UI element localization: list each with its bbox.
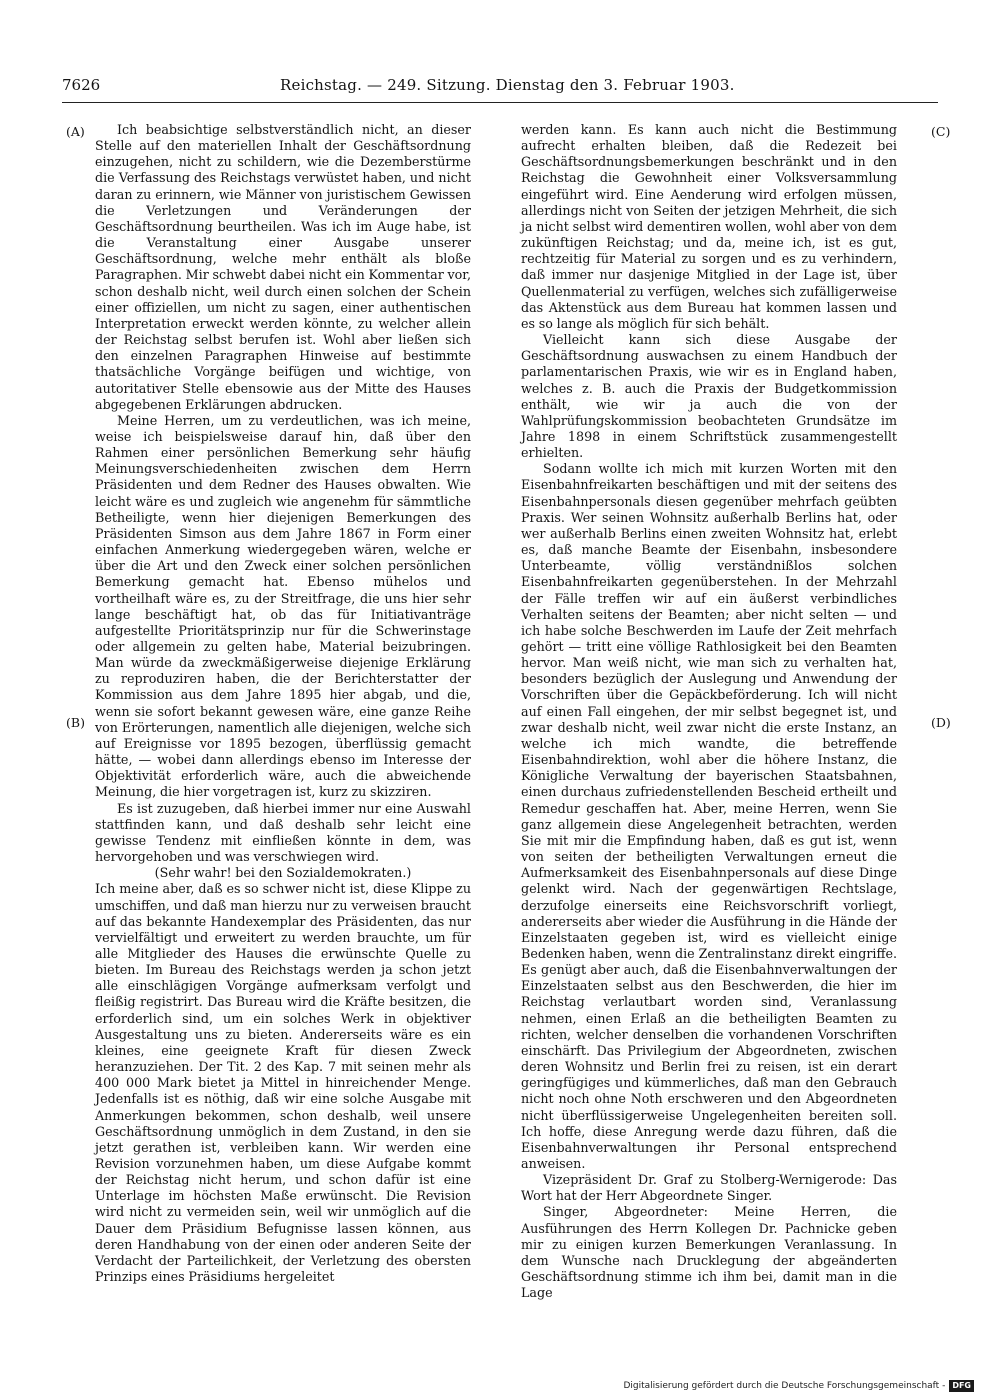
right-column — [521, 122, 897, 1301]
paragraph: Ich meine aber, daß es so schwer nicht ist, diese Klippe zu umschiffen, und daß man hierzu nur zu verweisen braucht auf das bekannte Handexemplar des Präsidenten, das nur vervielfältigt und erweitert zu werden brauchte, um für alle Mitglieder des Hauses die erwünschte Quelle zu bieten. Im Bureau des Reichstags werden ja schon jetzt alle einschlägigen Vorgänge aufmerksam verfolgt und fleißig registrirt. Das Bureau wird die Kräfte besitzen, die erforderlich sind, um ein solches Werk in objektiver Ausgestaltung uns zu bieten. Andererseits wäre es ein kleines, eine geeignete Kraft für diesen Zweck heranzuziehen. Der Tit. 2 des Kap. 7 mit seinen mehr als 400 000 Mark bietet ja Mittel in hinreichender Menge. Jedenfalls ist es nöthig, daß wir eine solche Ausgabe mit Anmerkungen bekommen, schon deshalb, weil unsere Geschäftsordnung unmöglich in dem Zustand, in den sie jetzt gerathen ist, verbleiben kann. Wir werden eine Revision vorzunehmen haben, um diese Aufgabe kommt der Reichstag nicht herum, und schon dafür ist eine Unterlage im höchsten Maße erwünscht. Die Revision wird nicht zu vermeiden sein, weil wir unmöglich auf die Dauer dem Präsidium Befugnisse lassen können, aus deren Handhabung von der einen oder anderen Seite der Verdacht der Parteilichkeit, der Verletzung des obersten Prinzips eines Präsidiums hergeleitet — [95, 881, 471, 1285]
paragraph: Vielleicht kann sich diese Ausgabe der Geschäftsordnung auswachsen zu einem Handbuch der parlamentarischen Praxis, wie wir es in England haben, welches z. B. auch die Praxis der Budgetkommission enthält, wie wir ja auch die von der Wahlprüfungskommission beobachteten Grundsätze im Jahre 1898 in einem Schriftstück zusammengestellt erhielten. — [521, 332, 897, 461]
paragraph: Sodann wollte ich mich mit kurzen Worten mit den Eisenbahnfreikarten beschäftigen und mit der seitens des Eisenbahnpersonals diesen gegenüber mehrfach geübten Praxis. Wer seinen Wohnsitz außerhalb Berlins hat, oder wer außerhalb Berlins einen zweiten Wohnsitz hat, erlebt es, daß manche Beamte der Eisenbahn, insbesondere Unterbeamte, völlig verständnißlos solchen Eisenbahnfreikarten gegenüberstehen. In der Mehrzahl der Fälle treffen wir auf ein äußerst verbindliches Verhalten seitens der Beamten; aber nicht selten — und ich habe solche Beschwerden im Laufe der Zeit mehrfach gehört — tritt eine völlige Rathlosigkeit bei den Beamten hervor. Man weiß nicht, wie man sich zu verhalten hat, besonders bezüglich der Auslegung und Anwendung der Vorschriften über die Gepäckbeförderung. Ich will nicht auf einen Fall eingehen, der mir selbst begegnet ist, und zwar deshalb nicht, weil zwar nicht die erste Instanz, an welche ich mich wandte, die betreffende Eisenbahndirektion, wohl aber die höhere Instanz, die Königliche Verwaltung der bayerischen Staatsbahnen, einen durchaus zufriedenstellenden Bescheid ertheilt und Remedur geschaffen hat. Aber, meine Herren, wenn Sie ganz allgemein diese Angelegenheit betrachten, werden Sie mit mir die Empfindung haben, daß es gut ist, wenn von seiten der betheiligten Verwaltungen erneut die Aufmerksamkeit des Eisenbahnpersonals auf diese Dinge gelenkt wird. Nach der gegenwärtigen Rechtslage, derzufolge einerseits eine Reichsvorschrift vorliegt, andererseits aber wieder die Ausführung in die Hände der Einzelstaaten gegeben ist, wird es vielleicht einige Bedenken haben, wenn die Zentralinstanz direkt eingriffe. Es genügt aber auch, daß die Eisenbahnverwaltungen der Einzelstaaten selbst aus den Beschwerden, die hier im Reichstag verlautbart worden sind, Veranlassung nehmen, einen Erlaß an die betheiligten Beamten zu richten, welcher denselben die vorhandenen Vorschriften einschärft. Das Privilegium der Abgeordneten, zwischen deren Wohnsitz und Berlin frei zu reisen, ist ein derart geringfügiges und kümmerliches, daß man den Gebrauch nicht noch ohne Noth erschweren und den Abgeordneten nicht überflüssigerweise Ungelegenheiten bereiten soll. Ich hoffe, diese Anregung werde dazu führen, daß die Eisenbahnverwaltungen ihr Personal entsprechend anweisen. — [521, 461, 897, 1171]
footer-credit — [623, 1379, 974, 1393]
paragraph: werden kann. Es kann auch nicht die Bestimmung aufrecht erhalten bleiben, daß die Redezeit bei Geschäftsordnungsbemerkungen beschränkt und in den Reichstag die Gewohnheit einer Volksversammlung eingeführt wird. Eine Aenderung wird erfolgen müssen, allerdings nicht von Seiten der jetzigen Mehrheit, die sich ja nicht selbst wird dementiren wollen, wohl aber von dem zukünftigen Reichstag; und da, meine ich, ist es gut, rechtzeitig für Material zu sorgen und es zu verhindern, daß immer nur dasjenige Mitglied in der Lage ist, über Quellenmaterial zu verfügen, welches sich zufälligerweise das Aktenstück aus dem Bureau hat kommen lassen und es so lange als möglich für sich behält. — [521, 122, 897, 331]
left-column — [95, 122, 471, 1285]
margin-marker-b: (B) — [66, 715, 85, 730]
margin-marker-c: (C) — [931, 124, 951, 139]
footer-credit-text: Digitalisierung gefördert durch die Deutsche Forschungsgemeinschaft - — [623, 1381, 946, 1391]
margin-marker-d: (D) — [931, 715, 951, 730]
page-title: Reichstag. — 249. Sitzung. Dienstag den 3. Februar 1903. — [280, 76, 735, 94]
dfg-logo: DFG — [949, 1380, 974, 1392]
page-number: 7626 — [62, 76, 101, 94]
paragraph: Ich beabsichtige selbstverständlich nicht, an dieser Stelle auf den materiellen Inhalt der Geschäftsordnung einzugehen, nicht zu schildern, wie die Dezemberstürme die Verfassung des Reichstags verwüstet haben, und nicht daran zu erinnern, wie Männer von juristischem Gewissen die Verletzungen und Veränderungen der Geschäftsordnung beurtheilen. Was ich im Auge habe, ist die Veranstaltung einer Ausgabe unserer Geschäftsordnung, welche mehr enthält als bloße Paragraphen. Mir schwebt dabei nicht ein Kommentar vor, schon deshalb nicht, weil durch einen solchen der Schein einer offiziellen, um nicht zu sagen, einer authentischen Interpretation erweckt werden könnte, zu welcher allein der Reichstag selbst berufen ist. Wohl aber ließen sich den einzelnen Paragraphen Hinweise auf bestimmte thatsächliche Vorgänge beifügen und wichtige, von autoritativer Stelle ebensowie aus der Mitte des Hauses abgegebenen Erklärungen abdrucken. — [95, 122, 472, 412]
paragraph: Es ist zuzugeben, daß hierbei immer nur eine Auswahl stattfinden kann, und daß deshalb sehr leicht eine gewisse Tendenz mit einfließen könnte in dem, was hervorgehoben und was verschwiegen wird. — [95, 800, 471, 865]
speaker-announcement: Vizepräsident Dr. Graf zu Stolberg-Wernigerode: Das Wort hat der Herr Abgeordnete Singer. — [521, 1172, 897, 1204]
paragraph: Meine Herren, um zu verdeutlichen, was ich meine, weise ich beispielsweise darauf hin, daß über den Rahmen einer persönlichen Bemerkung sehr häufig Meinungsverschiedenheiten zwischen dem Herrn Präsidenten und dem Redner des Hauses obwalten. Wie leicht wäre es und zugleich wie angenehm für sämmtliche Betheiligte, wenn hier diejenigen Bemerkungen des Präsidenten Simson aus dem Jahre 1867 in Form einer einfachen Anmerkung wiedergegeben wären, welche er über die Art und den Zweck einer solchen persönlichen Bemerkung gemacht hat. Ebenso mühelos und vortheilhaft wäre es, zu der Streitfrage, die uns hier sehr lange beschäftigt hat, ob das für Initiativanträge aufgestellte Prioritätsprinzip nur für die Schwerinstage oder allgemein zu gelten habe, Material beizubringen. Man würde da zweckmäßigerweise diejenige Erklärung zu reproduziren haben, die der Berichterstatter der Kommission aus dem Jahre 1895 hier abgab, und die, wenn sie sofort bekannt gewesen wäre, eine ganze Reihe von Erörterungen, namentlich alle diejenigen, welche sich auf Ereignisse vor 1895 bezogen, überflüssig gemacht hätte, — wobei dann allerdings ebenso im Interesse der Objektivität erforderlich wäre, auch die abweichende Meinung, die hier vorgetragen ist, kurz zu skizziren. — [95, 412, 471, 800]
header-rule — [62, 102, 938, 103]
interjection: (Sehr wahr! bei den Sozialdemokraten.) — [154, 865, 412, 881]
margin-marker-a: (A) — [66, 124, 85, 139]
page-header — [62, 72, 938, 98]
speaker-paragraph: Singer, Abgeordneter: Meine Herren, die Ausführungen des Herrn Kollegen Dr. Pachnicke geben mir zu einigen kurzen Bemerkungen Veranlassung. In dem Wunsche nach Drucklegung der abgeänderten Geschäftsordnung stimme ich ihm bei, damit man in die Lage — [521, 1204, 897, 1301]
